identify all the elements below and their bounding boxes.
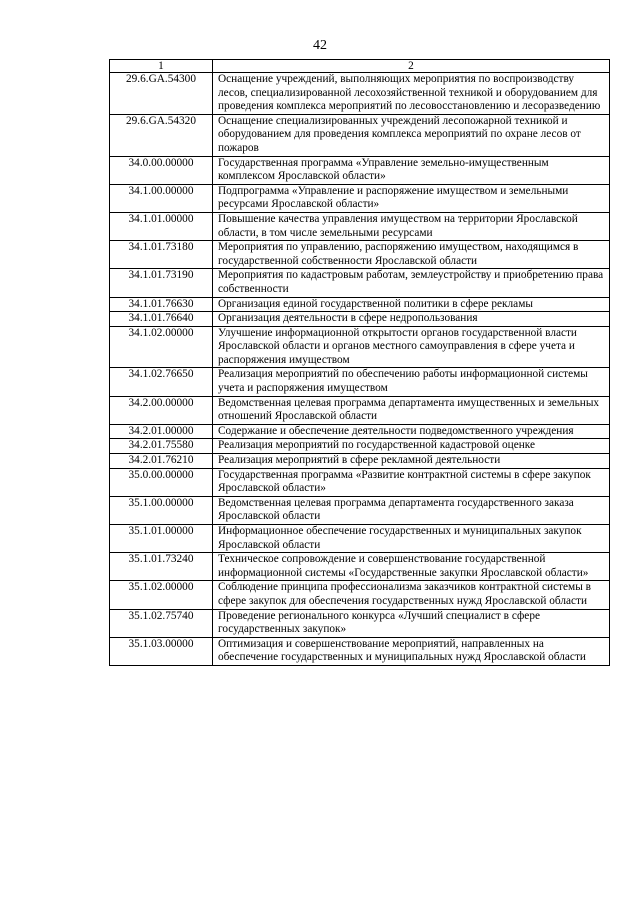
row-text: Реализация мероприятий по государственной кадастровой оценке: [213, 439, 610, 454]
row-text: Техническое сопровождение и совершенствование государственной информационной системы «Государственные закупки Ярославской области»: [213, 553, 610, 581]
row-code: 34.2.00.00000: [110, 396, 213, 424]
table-row: [110, 114, 610, 156]
row-text: Мероприятия по управлению, распоряжению имуществом, находящимся в государственной собственности Ярославской области: [213, 241, 610, 269]
row-code: 34.1.01.73190: [110, 269, 213, 297]
budget-classification-table: [109, 59, 610, 666]
row-text: Государственная программа «Управление земельно-имущественным комплексом Ярославской области»: [213, 156, 610, 184]
row-text: Улучшение информационной открытости органов государственной власти Ярославской области и органов местного самоуправления в сфере учета и распоряжения имуществом: [213, 326, 610, 368]
row-text: Организация деятельности в сфере недропользования: [213, 312, 610, 327]
table-row: [110, 439, 610, 454]
row-text: Оснащение учреждений, выполняющих мероприятия по воспроизводству лесов, специализированной лесохозяйственной техникой и оборудованием для проведения комплекса мероприятий по лесовосстановлению и лесоразведению: [213, 73, 610, 115]
row-code: 34.1.01.73180: [110, 241, 213, 269]
table-row: [110, 468, 610, 496]
row-text: Ведомственная целевая программа департамента имущественных и земельных отношений Ярославской области: [213, 396, 610, 424]
row-text: Информационное обеспечение государственных и муниципальных закупок Ярославской области: [213, 525, 610, 553]
table-row: [110, 269, 610, 297]
table-header-row: [110, 60, 610, 73]
row-text: Реализация мероприятий по обеспечению работы информационной системы учета и распоряжения имуществом: [213, 368, 610, 396]
row-code: 34.1.01.76640: [110, 312, 213, 327]
row-text: Содержание и обеспечение деятельности подведомственного учреждения: [213, 424, 610, 439]
row-code: 34.1.01.00000: [110, 212, 213, 240]
row-text: Оптимизация и совершенствование мероприятий, направленных на обеспечение государственных и муниципальных нужд Ярославской области: [213, 637, 610, 665]
table-row: [110, 312, 610, 327]
row-code: 35.1.02.00000: [110, 581, 213, 609]
table-row: [110, 525, 610, 553]
table-body: [110, 73, 610, 666]
row-code: 34.1.01.76630: [110, 297, 213, 312]
table-row: [110, 184, 610, 212]
row-text: Мероприятия по кадастровым работам, землеустройству и приобретению права собственности: [213, 269, 610, 297]
table-row: [110, 454, 610, 469]
row-text: Организация единой государственной политики в сфере рекламы: [213, 297, 610, 312]
row-code: 29.6.GA.54320: [110, 114, 213, 156]
row-text: Подпрограмма «Управление и распоряжение имуществом и земельными ресурсами Ярославской области»: [213, 184, 610, 212]
table-row: [110, 368, 610, 396]
table-row: [110, 637, 610, 665]
row-text: Ведомственная целевая программа департамента государственного заказа Ярославской области: [213, 496, 610, 524]
row-code: 35.1.00.00000: [110, 496, 213, 524]
row-text: Оснащение специализированных учреждений лесопожарной техникой и оборудованием для проведения комплекса мероприятий по охране лесов от пожаров: [213, 114, 610, 156]
table-row: [110, 396, 610, 424]
row-text: Проведение регионального конкурса «Лучший специалист в сфере государственных закупок»: [213, 609, 610, 637]
row-code: 35.1.01.00000: [110, 525, 213, 553]
page-number: 42: [313, 38, 327, 53]
column-header-name: 2: [213, 60, 610, 73]
table-row: [110, 326, 610, 368]
table-row: [110, 73, 610, 115]
table-row: [110, 212, 610, 240]
row-code: 35.1.03.00000: [110, 637, 213, 665]
row-text: Реализация мероприятий в сфере рекламной деятельности: [213, 454, 610, 469]
table-row: [110, 297, 610, 312]
row-code: 35.0.00.00000: [110, 468, 213, 496]
table-row: [110, 241, 610, 269]
table-row: [110, 553, 610, 581]
row-code: 29.6.GA.54300: [110, 73, 213, 115]
table-row: [110, 609, 610, 637]
row-code: 34.2.01.75580: [110, 439, 213, 454]
table-row: [110, 156, 610, 184]
table-row: [110, 496, 610, 524]
row-text: Повышение качества управления имуществом на территории Ярославской области, в том числе земельными ресурсами: [213, 212, 610, 240]
row-code: 34.1.02.00000: [110, 326, 213, 368]
row-code: 34.1.00.00000: [110, 184, 213, 212]
column-header-code: 1: [110, 60, 213, 73]
row-code: 34.0.00.00000: [110, 156, 213, 184]
row-code: 34.2.01.00000: [110, 424, 213, 439]
table-row: [110, 424, 610, 439]
table-row: [110, 581, 610, 609]
row-code: 35.1.01.73240: [110, 553, 213, 581]
row-code: 35.1.02.75740: [110, 609, 213, 637]
row-text: Государственная программа «Развитие контрактной системы в сфере закупок Ярославской области»: [213, 468, 610, 496]
row-code: 34.2.01.76210: [110, 454, 213, 469]
row-text: Соблюдение принципа профессионализма заказчиков контрактной системы в сфере закупок для обеспечения государственных нужд Ярославской области: [213, 581, 610, 609]
row-code: 34.1.02.76650: [110, 368, 213, 396]
